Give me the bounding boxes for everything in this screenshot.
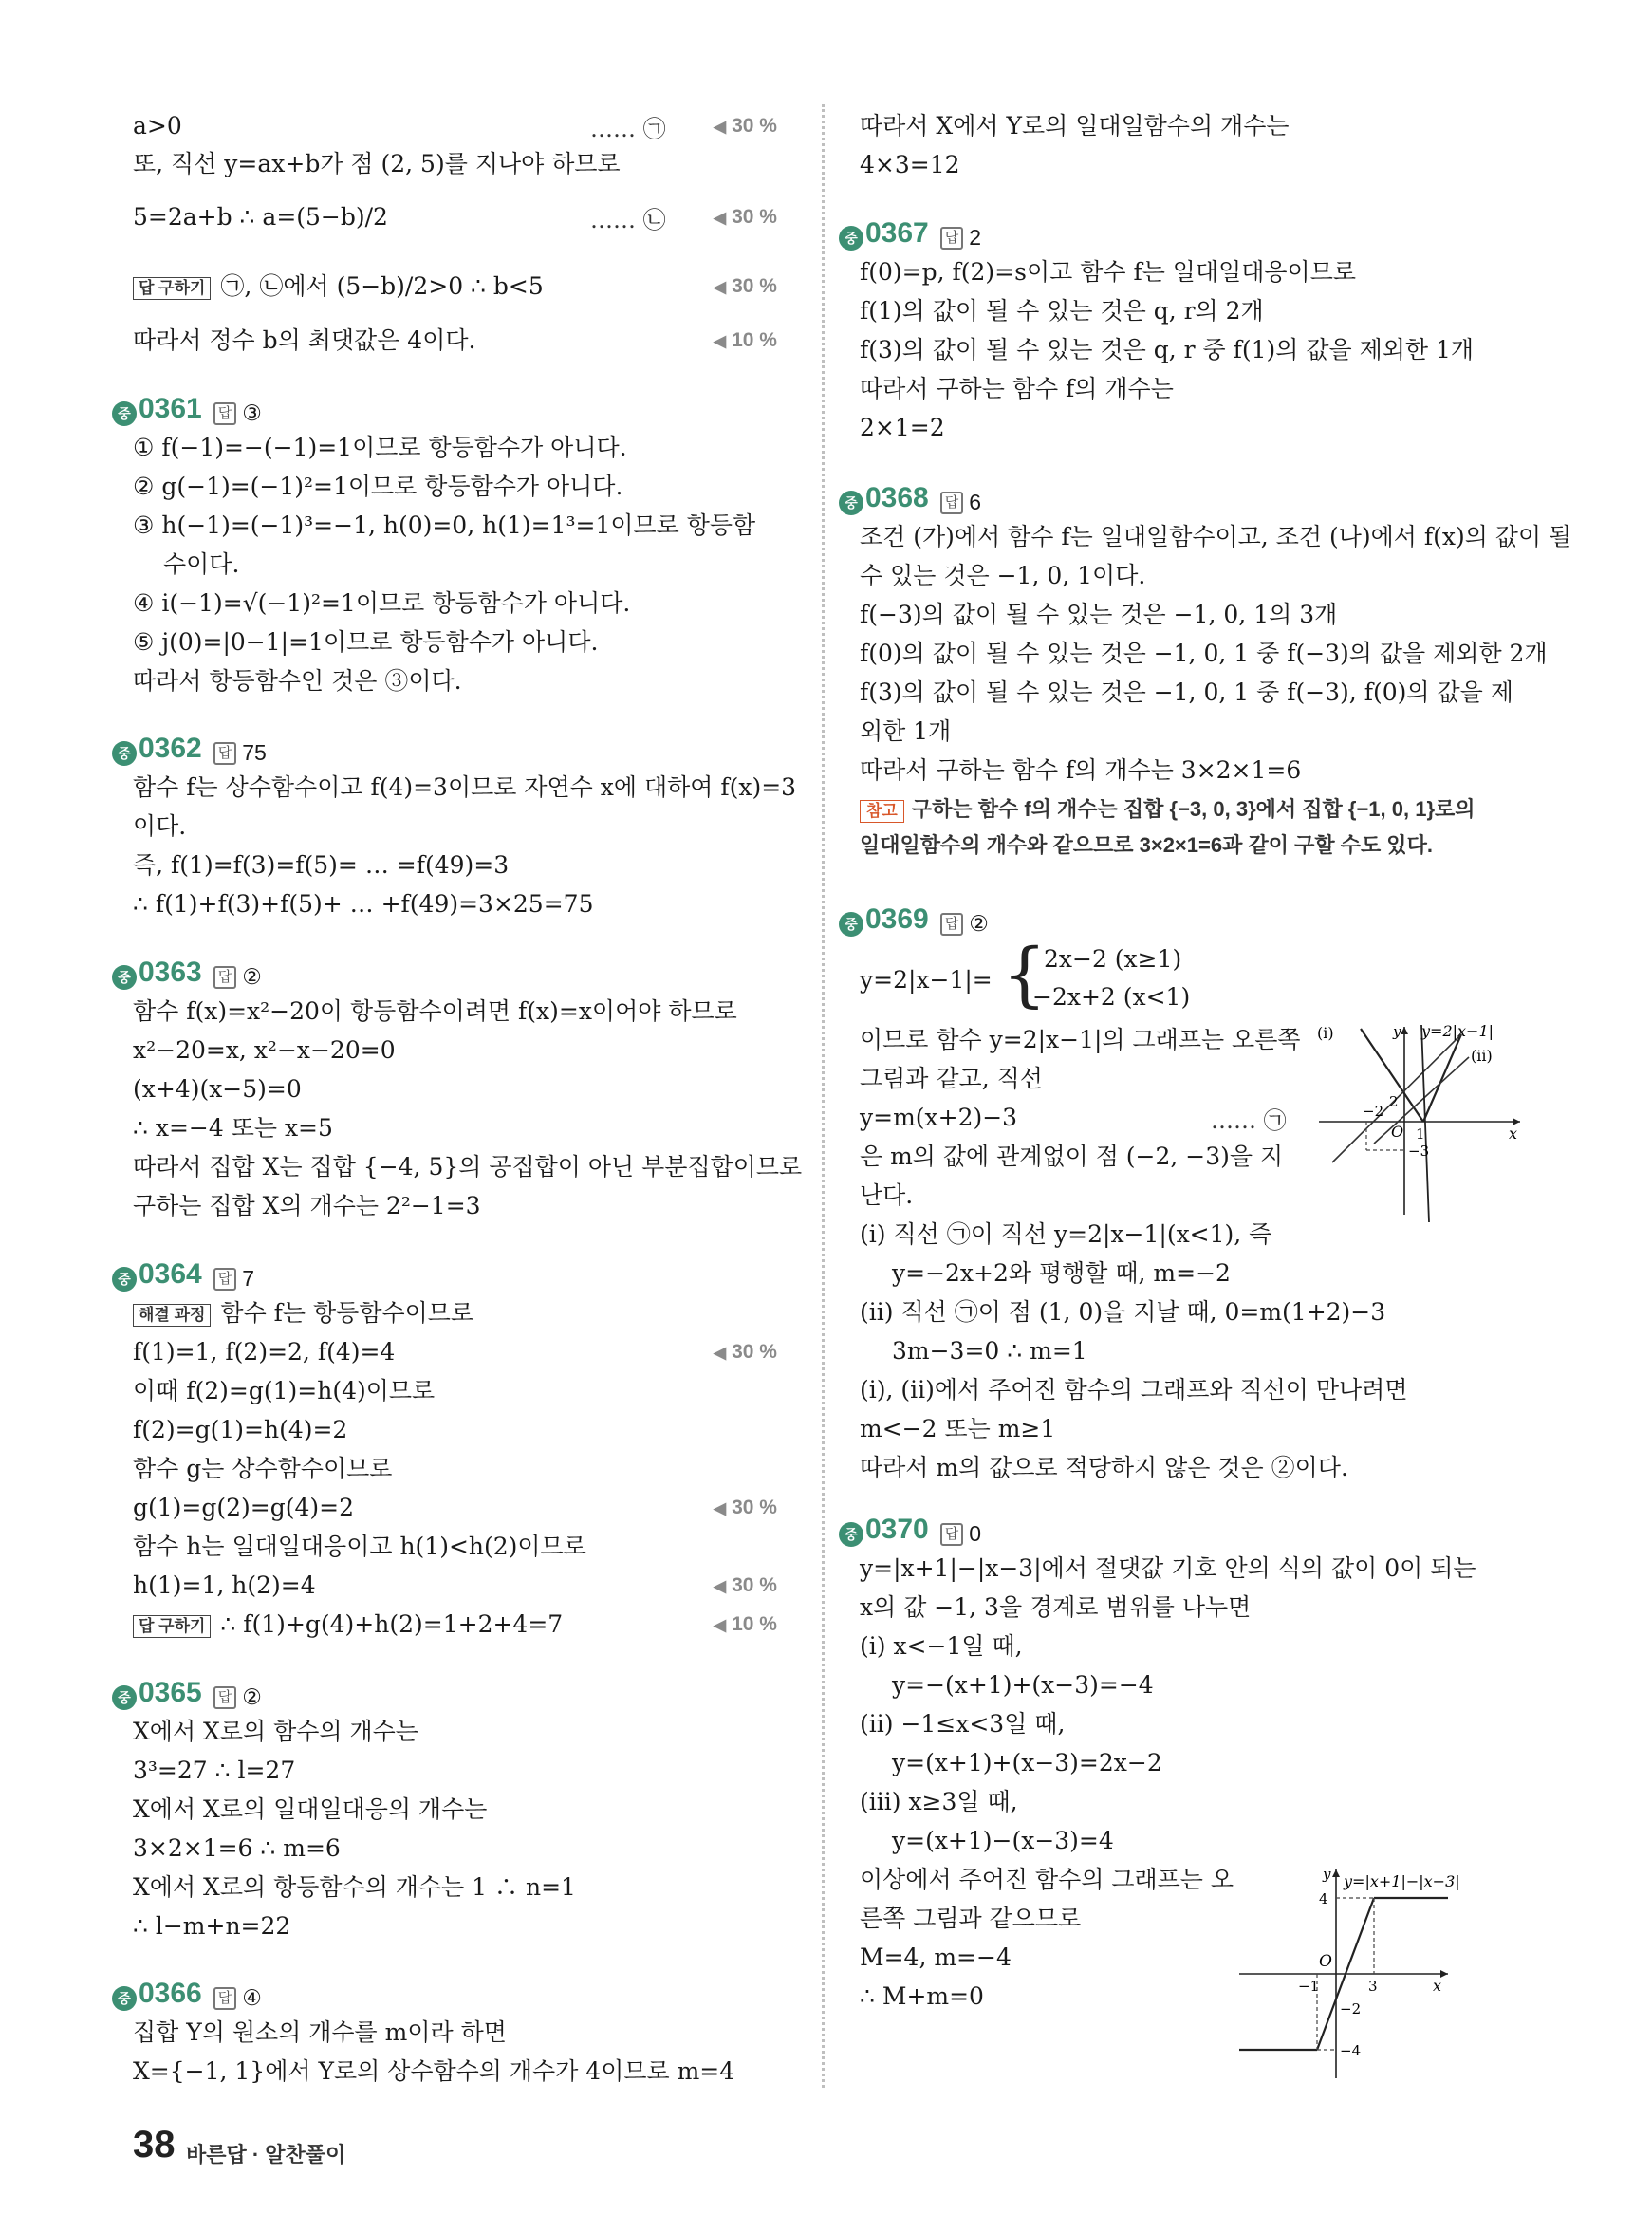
text-line: (iii) x≥3일 때, <box>860 1788 1018 1815</box>
text-line: ④ i(−1)=√(−1)²=1이므로 항등함수가 아니다. <box>133 589 631 617</box>
answer-value: ② <box>242 964 262 989</box>
text-line: f(−3)의 값이 될 수 있는 것은 −1, 0, 1의 3개 <box>860 601 1338 628</box>
column-divider <box>822 104 825 2088</box>
answer-value: 75 <box>242 740 267 765</box>
text-line: 그림과 같고, 직선 <box>860 1065 1043 1092</box>
text-line: 조건 (가)에서 함수 f는 일대일함수이고, 조건 (나)에서 f(x)의 값이 될 <box>860 523 1572 550</box>
equation-marker: …… ㉠ <box>1211 1107 1287 1134</box>
text-line: (ii) 직선 ㉠이 점 (1, 0)을 지날 때, 0=m(1+2)−3 <box>860 1298 1386 1326</box>
level-badge: 중 <box>112 1267 137 1292</box>
answer-value: ② <box>242 1684 262 1709</box>
problem-header <box>112 733 267 766</box>
text-line: (i) x<−1일 때, <box>860 1632 1023 1660</box>
page-number: 38 <box>133 2124 176 2166</box>
problem-number: 0362 <box>139 733 202 764</box>
text-line: 해결 과정 함수 f는 항등함수이므로 <box>133 1297 473 1330</box>
label-1: 1 <box>1416 1125 1425 1143</box>
label-i: (i) <box>1317 1024 1334 1042</box>
label-function: y=|x+1|−|x−3| <box>1344 1872 1460 1890</box>
level-badge: 중 <box>112 1986 137 2011</box>
vertical-line <box>1421 1025 1429 1222</box>
text-line: 른쪽 그림과 같으므로 <box>860 1905 1082 1932</box>
text-line: 은 m의 값에 관계없이 점 (−2, −3)을 지 <box>860 1143 1284 1170</box>
answer-label: 답 <box>940 913 964 936</box>
reference-note: 일대일함수의 개수와 같으므로 3×2×1=6과 같이 구할 수도 있다. <box>860 833 1433 857</box>
label-minus-2: −2 <box>1340 2000 1362 2018</box>
label-3: 3 <box>1368 1978 1378 1995</box>
label-minus-2: −2 <box>1363 1103 1384 1120</box>
score-percent: ◀ 10 % <box>714 329 777 351</box>
label-origin: O <box>1391 1123 1404 1141</box>
piecewise-brace: { <box>1002 934 1048 1015</box>
piecewise-case: 2x−2 (x≥1) <box>1044 945 1182 973</box>
text-line: 구하는 집합 X의 개수는 2²−1=3 <box>133 1192 481 1219</box>
text-line: 또, 직선 y=ax+b가 점 (2, 5)를 지나야 하므로 <box>133 150 621 177</box>
text-line: X={−1, 1}에서 Y로의 상수함수의 개수가 4이므로 m=4 <box>133 2057 735 2085</box>
level-badge: 중 <box>112 1685 137 1710</box>
text-line: 함수 h는 일대일대응이고 h(1)<h(2)이므로 <box>133 1533 586 1560</box>
text-line: 3m−3=0 ∴ m=1 <box>892 1337 1087 1365</box>
text-line: f(0)=p, f(2)=s이고 함수 f는 일대일대응이므로 <box>860 258 1356 286</box>
text-line: y=−2x+2와 평행할 때, m=−2 <box>892 1259 1231 1287</box>
label-ii: (ii) <box>1471 1047 1493 1065</box>
score-percent: ◀ 30 % <box>714 1497 777 1518</box>
problem-header <box>839 1514 981 1547</box>
piecewise-case: −2x+2 (x<1) <box>1032 983 1191 1011</box>
answer-value: ② <box>969 911 989 936</box>
text-line: 3³=27 ∴ l=27 <box>133 1757 296 1784</box>
text-line: 수 있는 것은 −1, 0, 1이다. <box>860 562 1146 589</box>
text-line: 즉, f(1)=f(3)=f(5)= … =f(49)=3 <box>133 851 510 879</box>
problem-header <box>839 903 989 937</box>
label-x: x <box>1509 1125 1518 1143</box>
answer-label: 답 <box>940 227 964 250</box>
text-line: 이므로 함수 y=2|x−1|의 그래프는 오른쪽 <box>860 1026 1301 1053</box>
answer-label: 답 <box>940 492 964 514</box>
answer-value: 2 <box>969 225 982 250</box>
text-line: 따라서 구하는 함수 f의 개수는 3×2×1=6 <box>860 756 1302 784</box>
answer-value: ④ <box>242 1985 262 2010</box>
score-percent: ◀ 30 % <box>714 206 777 228</box>
text-line: y=(x+1)+(x−3)=2x−2 <box>892 1749 1162 1776</box>
text-line: ① f(−1)=−(−1)=1이므로 항등함수가 아니다. <box>133 434 627 461</box>
answer-step-tag: 답 구하기 <box>133 277 211 300</box>
level-badge: 중 <box>839 912 863 937</box>
text-line: X에서 X로의 일대일대응의 개수는 <box>133 1795 488 1823</box>
answer-label: 답 <box>940 1523 964 1546</box>
text-line: 5=2a+b ∴ a=(5−b)/2 <box>133 203 388 231</box>
text-line: 난다. <box>860 1181 914 1209</box>
text-line: ∴ M+m=0 <box>860 1982 984 2010</box>
answer-label: 답 <box>213 1686 237 1709</box>
text-line: f(2)=g(1)=h(4)=2 <box>133 1416 348 1443</box>
label-y: y <box>1323 1866 1331 1883</box>
label-origin: O <box>1319 1952 1332 1971</box>
problem-number: 0367 <box>865 217 929 249</box>
answer-value: 0 <box>969 1521 982 1546</box>
text-line: x의 값 −1, 3을 경계로 범위를 나누면 <box>860 1593 1252 1621</box>
answer-value: 7 <box>242 1266 255 1291</box>
label-minus-3: −3 <box>1408 1143 1430 1160</box>
text-line: 답 구하기 ㉠, ㉡에서 (5−b)/2>0 ∴ b<5 <box>133 270 544 303</box>
text-line: 따라서 정수 b의 최댓값은 4이다. <box>133 326 476 354</box>
text-line: (x+4)(x−5)=0 <box>133 1075 302 1103</box>
problem-number: 0365 <box>139 1677 202 1708</box>
text-line: (i), (ii)에서 주어진 함수의 그래프와 직선이 만나려면 <box>860 1376 1408 1404</box>
text-line: 따라서 구하는 함수 f의 개수는 <box>860 375 1174 402</box>
label-y: y <box>1393 1023 1401 1040</box>
level-badge: 중 <box>839 226 863 251</box>
text-line: 외한 1개 <box>860 717 952 745</box>
problem-header <box>839 217 981 251</box>
text-line: ② g(−1)=(−1)²=1이므로 항등함수가 아니다. <box>133 473 623 500</box>
graph-piecewise-function <box>1234 1858 1518 2086</box>
problem-header <box>112 957 262 990</box>
problem-number: 0363 <box>139 957 202 988</box>
text-line: h(1)=1, h(2)=4 <box>133 1571 316 1599</box>
score-percent: ◀ 30 % <box>714 1574 777 1596</box>
text-line: 4×3=12 <box>860 151 960 178</box>
text-line: 따라서 m의 값으로 적당하지 않은 것은 ②이다. <box>860 1454 1348 1481</box>
text-line: 따라서 X에서 Y로의 일대일함수의 개수는 <box>860 112 1290 139</box>
label-x: x <box>1433 1977 1442 1995</box>
text-line: ∴ f(1)+f(3)+f(5)+ … +f(49)=3×25=75 <box>133 890 594 918</box>
problem-header <box>112 1677 262 1710</box>
level-badge: 중 <box>112 401 137 426</box>
text-line: y=|x+1|−|x−3|에서 절댓값 기호 안의 식의 값이 0이 되는 <box>860 1554 1476 1582</box>
text-line: 집합 Y의 원소의 개수를 m이라 하면 <box>133 2018 507 2046</box>
problem-header <box>112 1258 254 1292</box>
answer-label: 답 <box>213 402 237 425</box>
text-line: M=4, m=−4 <box>860 1943 1012 1971</box>
text-line: 이때 f(2)=g(1)=h(4)이므로 <box>133 1377 436 1404</box>
label-4: 4 <box>1319 1890 1328 1907</box>
problem-header <box>112 393 262 426</box>
footer-title: 바른답 · 알찬풀이 <box>186 2143 346 2167</box>
label-2: 2 <box>1389 1093 1399 1110</box>
answer-label: 답 <box>213 742 237 765</box>
text-line: 답 구하기 ∴ f(1)+g(4)+h(2)=1+2+4=7 <box>133 1609 563 1641</box>
piecewise-left: y=2|x−1|= <box>860 966 993 994</box>
text-line: 따라서 집합 X는 집합 {−4, 5}의 공집합이 아닌 부분집합이므로 <box>133 1153 803 1181</box>
text-line: 이상에서 주어진 함수의 그래프는 오 <box>860 1866 1234 1893</box>
text-line: g(1)=g(2)=g(4)=2 <box>133 1494 354 1521</box>
answer-value: 6 <box>969 490 982 514</box>
reference-tag: 참고 <box>860 800 904 823</box>
level-badge: 중 <box>112 965 137 990</box>
text-line: a>0 <box>133 112 182 139</box>
text-line: 함수 f는 상수함수이고 f(4)=3이므로 자연수 x에 대하여 f(x)=3 <box>133 773 797 801</box>
text-line: y=(x+1)−(x−3)=4 <box>892 1827 1114 1854</box>
text-line: m<−2 또는 m≥1 <box>860 1415 1056 1442</box>
problem-header <box>112 1978 262 2011</box>
problem-number: 0369 <box>865 903 929 935</box>
graph-abs-function <box>1309 1015 1528 1224</box>
problem-number: 0366 <box>139 1978 202 2009</box>
text-line: f(1)의 값이 될 수 있는 것은 q, r의 2개 <box>860 297 1264 325</box>
problem-header <box>839 482 981 515</box>
text-line: ⑤ j(0)=|0−1|=1이므로 항등함수가 아니다. <box>133 628 599 656</box>
score-percent: ◀ 30 % <box>714 1341 777 1363</box>
level-badge: 중 <box>112 741 137 766</box>
text-line: 3×2×1=6 ∴ m=6 <box>133 1834 341 1862</box>
answer-value: ③ <box>242 400 262 425</box>
problem-number: 0361 <box>139 393 202 424</box>
text-line: x²−20=x, x²−x−20=0 <box>133 1036 396 1064</box>
reference-note: 참고 구하는 함수 f의 개수는 집합 {−3, 0, 3}에서 집합 {−1, 0, 1}로의 <box>860 795 1476 824</box>
text-line: 2×1=2 <box>860 414 945 441</box>
problem-number: 0364 <box>139 1258 202 1290</box>
text-line: X에서 X로의 함수의 개수는 <box>133 1718 418 1745</box>
equation-marker: …… ㉡ <box>590 207 666 233</box>
text-line: 수이다. <box>163 550 240 578</box>
answer-label: 답 <box>213 1268 237 1291</box>
label-function: y=2|x−1| <box>1421 1022 1494 1040</box>
score-percent: ◀ 30 % <box>714 275 777 297</box>
text-line: y=m(x+2)−3 <box>860 1104 1018 1131</box>
text-line: ∴ l−m+n=22 <box>133 1912 291 1940</box>
text-line: ③ h(−1)=(−1)³=−1, h(0)=0, h(1)=1³=1이므로 항등함 <box>133 511 756 539</box>
level-badge: 중 <box>839 1522 863 1547</box>
text-line: f(1)=1, f(2)=2, f(4)=4 <box>133 1338 396 1366</box>
answer-step-tag: 답 구하기 <box>133 1615 211 1638</box>
text-line: 따라서 항등함수인 것은 ③이다. <box>133 667 462 695</box>
solution-step-tag: 해결 과정 <box>133 1304 211 1327</box>
graph-right-branch <box>1423 1034 1461 1122</box>
text-line: f(3)의 값이 될 수 있는 것은 −1, 0, 1 중 f(−3), f(0)의 값을 제 <box>860 679 1513 706</box>
problem-number: 0370 <box>865 1514 929 1545</box>
text-line: f(3)의 값이 될 수 있는 것은 q, r 중 f(1)의 값을 제외한 1개 <box>860 336 1475 363</box>
problem-number: 0368 <box>865 482 929 513</box>
text-line: ∴ x=−4 또는 x=5 <box>133 1114 333 1142</box>
text-line: (i) 직선 ㉠이 직선 y=2|x−1|(x<1), 즉 <box>860 1220 1272 1248</box>
text-line: (ii) −1≤x<3일 때, <box>860 1710 1066 1738</box>
answer-label: 답 <box>213 1987 237 2010</box>
text-line: y=−(x+1)+(x−3)=−4 <box>892 1671 1154 1699</box>
text-line: 이다. <box>133 812 187 840</box>
text-line: X에서 X로의 항등함수의 개수는 1 ∴ n=1 <box>133 1873 576 1901</box>
score-percent: ◀ 30 % <box>714 115 777 137</box>
answer-label: 답 <box>213 966 237 989</box>
text-line: 함수 g는 상수함수이므로 <box>133 1455 393 1482</box>
equation-marker: …… ㉠ <box>590 116 666 142</box>
level-badge: 중 <box>839 491 863 515</box>
text-line: 함수 f(x)=x²−20이 항등함수이려면 f(x)=x이어야 하므로 <box>133 997 737 1025</box>
label-minus-4: −4 <box>1340 2042 1362 2059</box>
score-percent: ◀ 10 % <box>714 1613 777 1635</box>
text-line: f(0)의 값이 될 수 있는 것은 −1, 0, 1 중 f(−3)의 값을 제외한 2개 <box>860 640 1548 667</box>
label-minus-1: −1 <box>1298 1978 1320 1995</box>
